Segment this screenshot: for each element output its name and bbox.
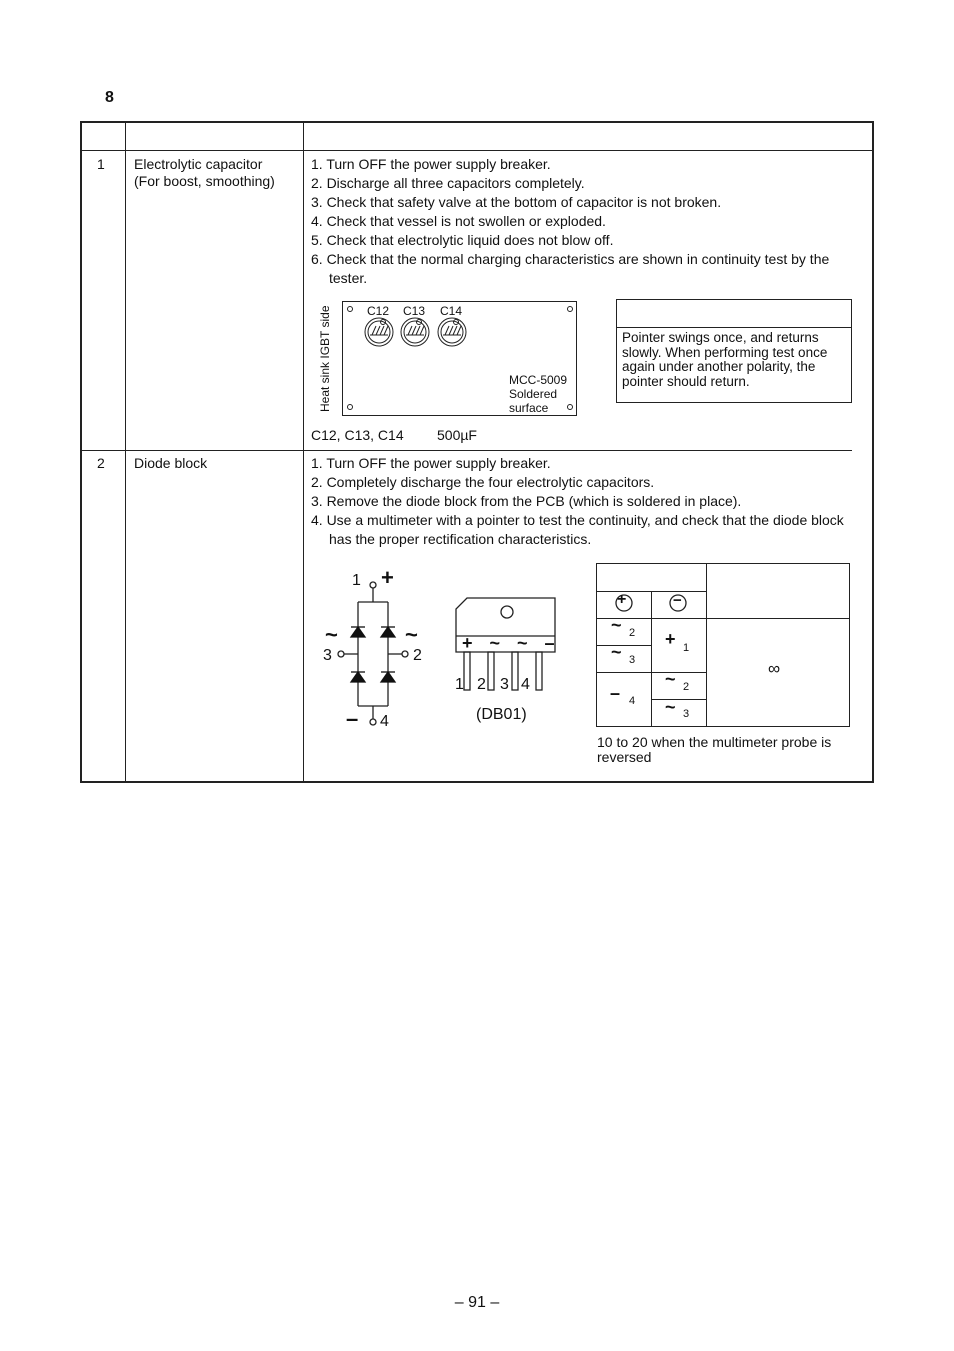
- r1a-symbol: ~: [611, 615, 622, 635]
- pin-2: [488, 652, 494, 690]
- pin-label-3: 3: [500, 676, 509, 693]
- table-row-divider: [597, 672, 706, 673]
- cap-label-c14: C14: [440, 304, 463, 318]
- row2-step: 2. Completely discharge the four electrolytic capacitors.: [311, 474, 655, 490]
- mount-hole-icon: [348, 307, 353, 312]
- pin-1: [464, 652, 470, 690]
- row1-step: 4. Check that vessel is not swollen or exploded.: [311, 213, 606, 229]
- r1-right-number: 1: [683, 642, 690, 654]
- package-name: (DB01): [476, 706, 527, 723]
- r1b-symbol: ~: [611, 642, 622, 662]
- header-minus: −: [673, 592, 682, 609]
- cap-spec: C12, C13, C14: [311, 427, 404, 443]
- header-divider: [82, 150, 872, 151]
- pin-label-4: 4: [521, 676, 530, 693]
- terminal-4-label: 4: [380, 713, 389, 730]
- column-divider-2: [303, 123, 304, 781]
- capacitor-c14-icon: [438, 318, 466, 346]
- header-plus: +: [617, 591, 627, 608]
- row2-step: 4. Use a multimeter with a pointer to test the continuity, and check that the diode block has the proper rectification characteristics.: [311, 512, 844, 547]
- r2-left-number: 4: [629, 695, 636, 707]
- section-number: 8: [105, 89, 114, 106]
- result-box-divider: [617, 327, 851, 328]
- column-divider-1: [125, 123, 126, 781]
- ac-label-left: ~: [325, 622, 338, 647]
- diode-icon: [351, 672, 365, 682]
- row1-step: 2. Discharge all three capacitors completely.: [311, 175, 585, 191]
- reverse-note: 10 to 20 when the multimeter probe is reversed: [597, 734, 832, 765]
- row1-part-line2: (For boost, smoothing): [134, 173, 275, 189]
- r2-left-symbol: –: [610, 683, 621, 703]
- row1-part: [134, 156, 299, 190]
- board-note-2: surface: [509, 401, 549, 415]
- board-label: [509, 373, 567, 415]
- table-col-divider: [706, 564, 707, 726]
- r1a-number: 2: [629, 627, 636, 639]
- terminal-2-label: 2: [413, 647, 422, 664]
- row1-step: 5. Check that electrolytic liquid does not blow off.: [311, 232, 614, 248]
- terminal-2-icon: [402, 651, 408, 657]
- pin-3: [512, 652, 518, 690]
- table-col-divider: [651, 591, 652, 726]
- cap-value: 500µF: [437, 427, 477, 443]
- ac-label-right: ~: [405, 622, 418, 647]
- page-number: – 91 –: [454, 1294, 500, 1311]
- mount-hole-icon: [348, 405, 353, 410]
- table-row-divider: [597, 645, 651, 646]
- terminal-4-icon: [370, 719, 376, 725]
- diode-icon: [351, 627, 365, 637]
- table-row-divider: [651, 699, 706, 700]
- diode-icon: [381, 672, 395, 682]
- terminal-1-icon: [370, 582, 376, 588]
- mount-hole-icon: [568, 307, 573, 312]
- row1-step: 3. Check that safety valve at the bottom of capacitor is not broken.: [311, 194, 722, 210]
- r1-right-symbol: +: [665, 629, 676, 649]
- result-text: Pointer swings once, and returns slowly. When performing test once again under another polarity, the pointer should return.: [622, 330, 828, 389]
- pin-4: [536, 652, 542, 690]
- row1-steps: [311, 155, 866, 288]
- capacitor-c13-icon: [401, 318, 429, 346]
- mount-hole-icon: [568, 405, 573, 410]
- pcb-side-label: Heat sink IGBT side: [318, 305, 332, 412]
- pin-label-1: 1: [455, 676, 464, 693]
- board-name: MCC-5009: [509, 373, 568, 387]
- mounting-hole-icon: [501, 606, 513, 618]
- table-row-divider: [597, 591, 706, 592]
- plus-label: +: [381, 565, 394, 590]
- r2b-number: 3: [683, 708, 690, 720]
- resistance-value: ∞: [768, 659, 781, 678]
- r1b-number: 3: [629, 654, 636, 666]
- row2-steps: [311, 454, 856, 549]
- cap-label-c13: C13: [403, 304, 426, 318]
- r2a-number: 2: [683, 681, 690, 693]
- row-divider: [82, 450, 852, 451]
- row2-part: Diode block: [134, 455, 208, 471]
- cap-label-c12: C12: [367, 304, 390, 318]
- capacitor-c12-icon: [365, 318, 393, 346]
- row1-step: 1. Turn OFF the power supply breaker.: [311, 156, 551, 172]
- terminal-1-label: 1: [352, 572, 361, 589]
- row1-step: 6. Check that the normal charging characteristics are shown in continuity test by the tester.: [311, 251, 830, 286]
- package-polarity-marks: + ~ ~ –: [462, 633, 561, 653]
- pin-label-2: 2: [477, 676, 486, 693]
- row2-step: 1. Turn OFF the power supply breaker.: [311, 455, 551, 471]
- table-row-divider: [597, 618, 849, 619]
- result-box: [616, 299, 852, 403]
- row1-part-line1: Electrolytic capacitor: [134, 156, 263, 172]
- row2-number: 2: [97, 455, 105, 471]
- row2-step: 3. Remove the diode block from the PCB (which is soldered in place).: [311, 493, 742, 509]
- minus-label: –: [346, 706, 359, 731]
- terminal-3-label: 3: [323, 647, 332, 664]
- row1-number: 1: [97, 156, 105, 172]
- r2b-symbol: ~: [665, 697, 676, 717]
- diode-icon: [381, 627, 395, 637]
- board-note-1: Soldered: [509, 387, 558, 401]
- terminal-3-icon: [338, 651, 344, 657]
- r2a-symbol: ~: [665, 669, 676, 689]
